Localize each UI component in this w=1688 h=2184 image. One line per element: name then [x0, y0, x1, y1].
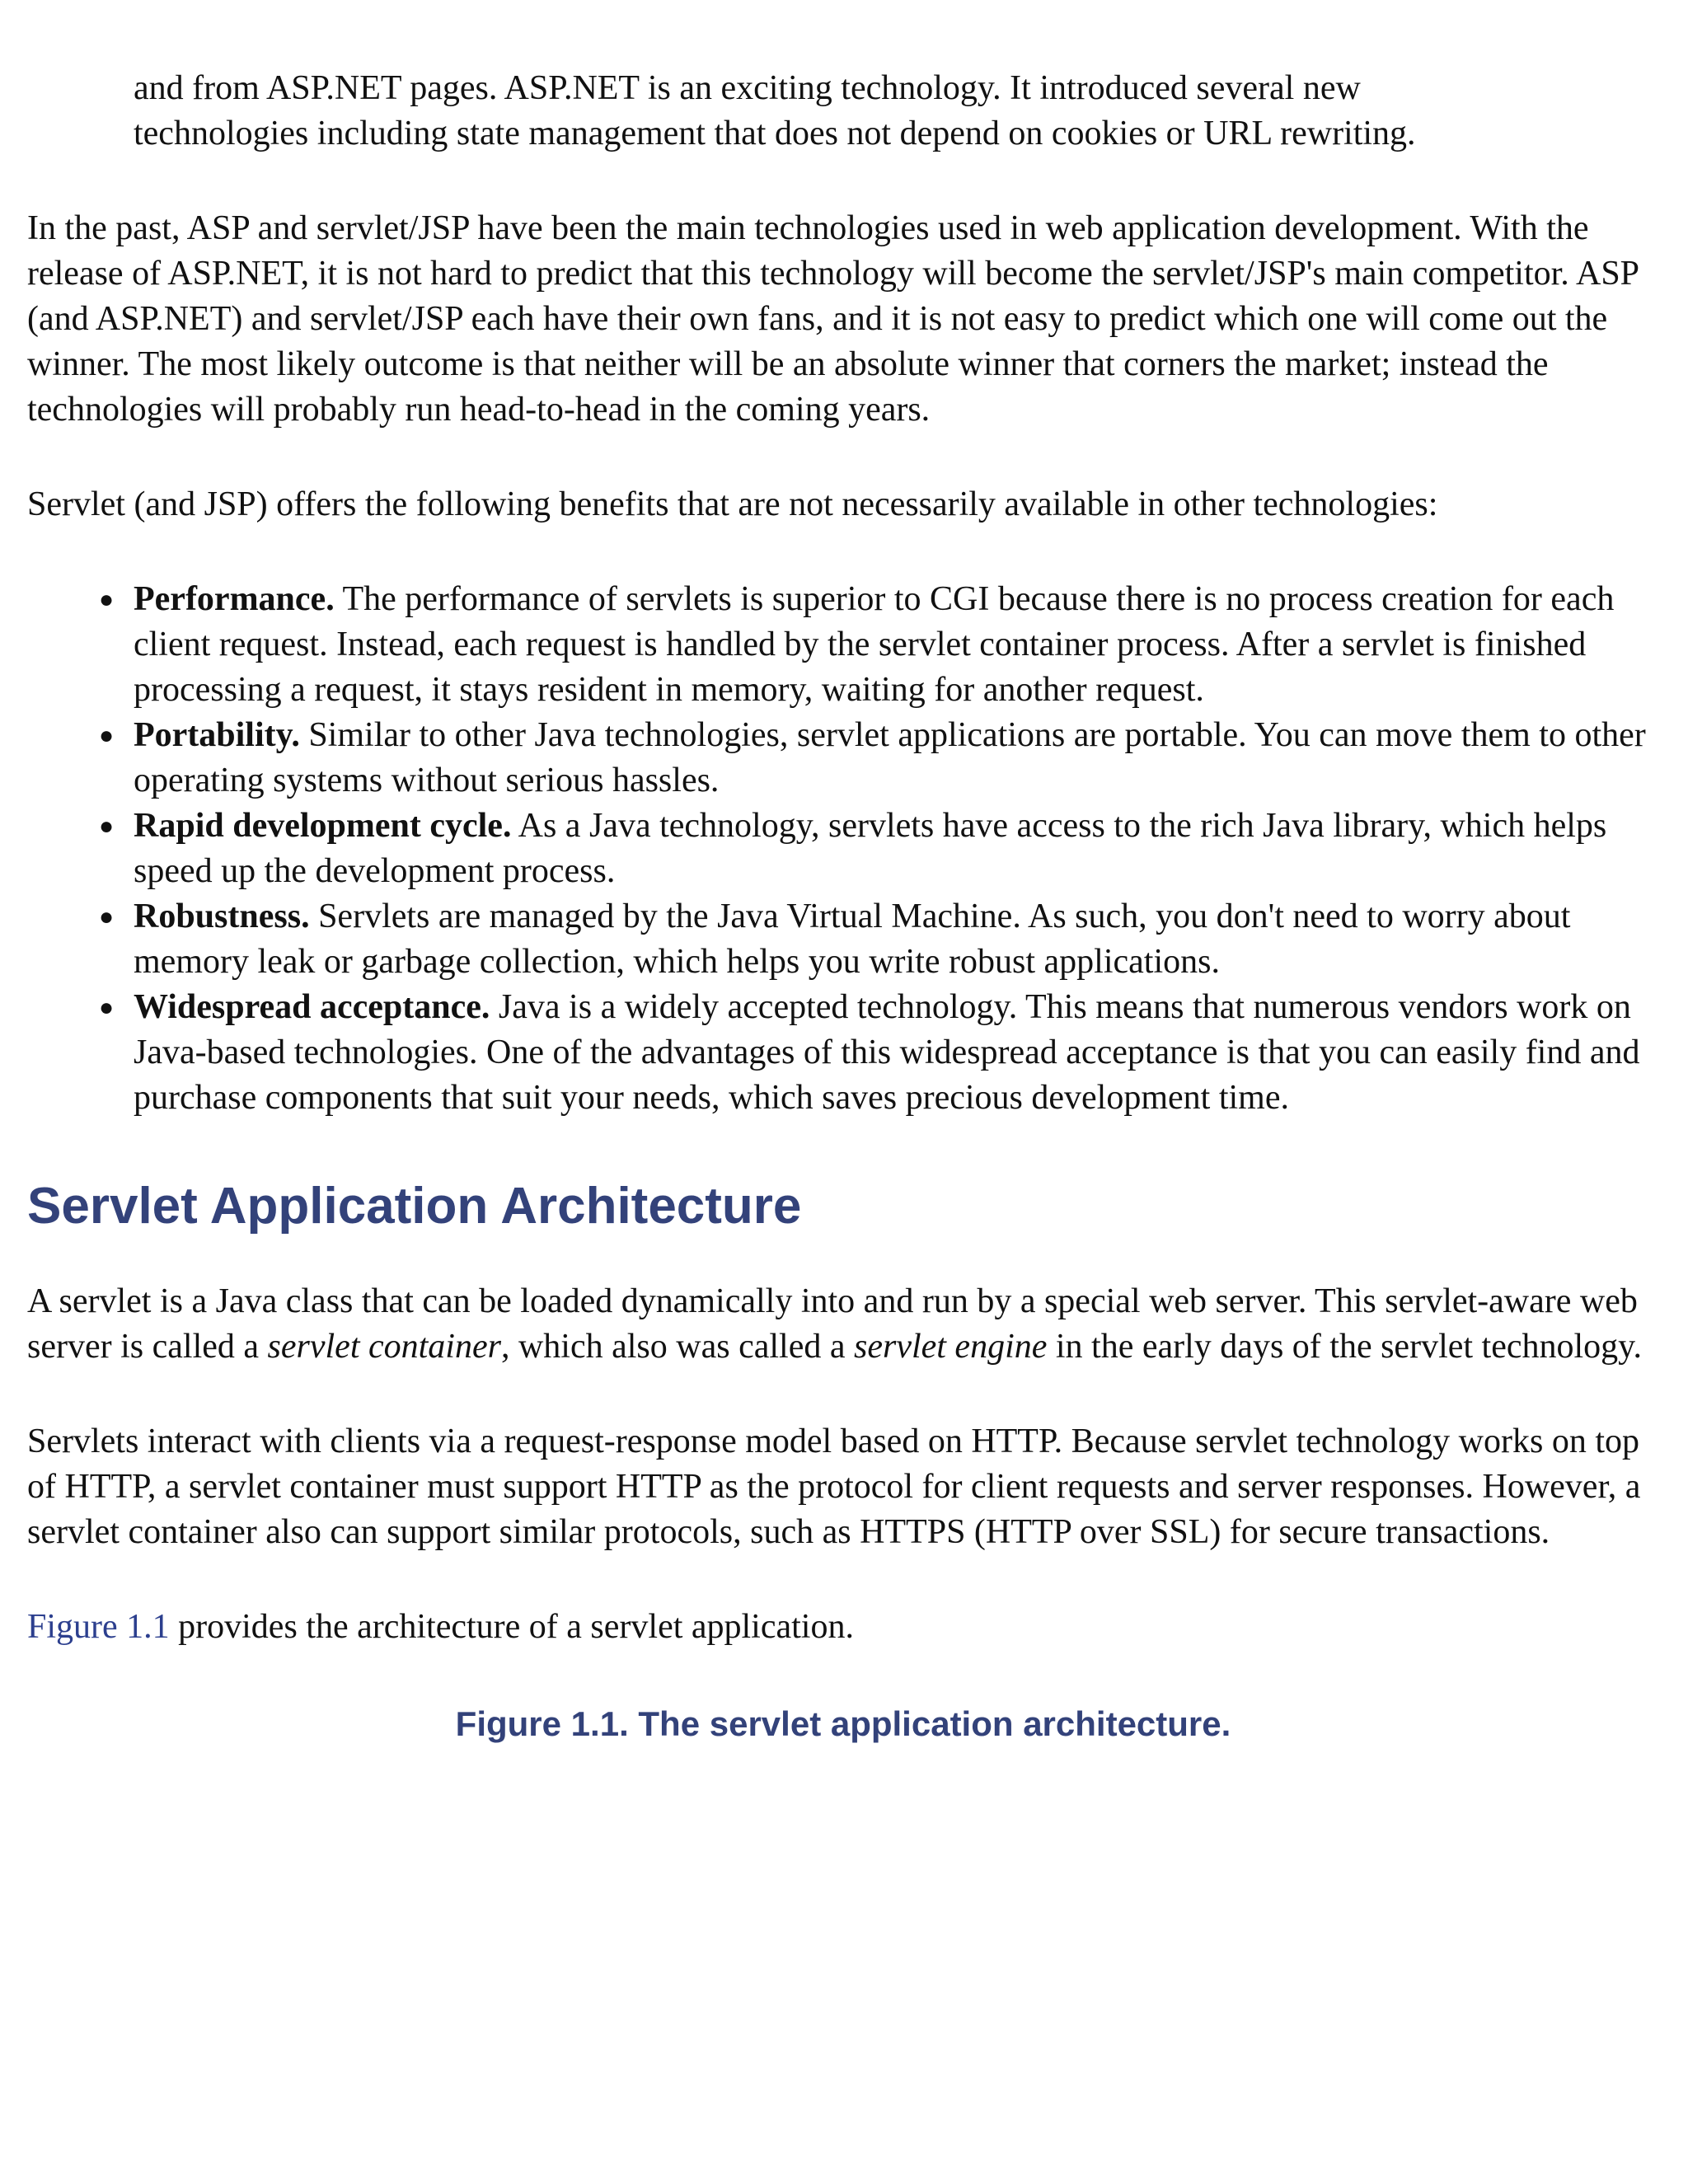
benefit-text: Servlets are managed by the Java Virtual Machine. As such, you don't need to worry about memory leak or garbage collection, which helps you write robust applications.: [134, 898, 1571, 981]
document-page: [27, 66, 1667, 1746]
text-run: provides the architecture of a servlet application.: [169, 1608, 854, 1646]
term-servlet-container: servlet container: [267, 1328, 501, 1366]
architecture-paragraph-2: Servlets interact with clients via a request-response model based on HTTP. Because servlet technology works on top of HTTP, a servlet container must support HTTP as the protocol for client requests and server responses. However, a servlet container also can support similar protocols, such as HTTPS (HTTP over SSL) for secure transactions.: [27, 1422, 1641, 1551]
benefit-term: Portability.: [134, 716, 300, 754]
bullet-icon: ●: [99, 586, 115, 613]
benefit-text: Java is a widely accepted technology. This means that numerous vendors work on Java-based technologies. One of the advantages of this widespread acceptance is that you can easily find and purchase components that suit your needs, which saves precious development time.: [134, 988, 1640, 1117]
benefit-term: Performance.: [134, 580, 335, 618]
benefit-text: Similar to other Java technologies, servlet applications are portable. You can move them to other operating systems without serious hassles.: [134, 716, 1646, 799]
bullet-icon: ●: [99, 903, 115, 930]
text-run: A servlet is a Java class that can be loaded dynamically into and run by a special web server. This servlet-aware web server is called a: [27, 1282, 1638, 1366]
term-servlet-engine: servlet engine: [853, 1328, 1048, 1366]
benefit-text: The performance of servlets is superior to CGI because there is no process creation for each client request. Instead, each request is handled by the servlet container process. After a servlet is finished processing a request, it stays resident in memory, waiting for another request.: [134, 580, 1615, 709]
list-item: [99, 577, 1667, 713]
bullet-icon: ●: [99, 994, 115, 1021]
benefits-intro: Servlet (and JSP) offers the following benefits that are not necessarily available in other technologies:: [27, 485, 1438, 523]
bullet-icon: ●: [99, 813, 115, 840]
bullet-icon: ●: [99, 722, 115, 749]
benefit-term: Robustness.: [134, 898, 310, 935]
list-item: [99, 894, 1667, 985]
text-run: in the early days of the servlet technology.: [1047, 1328, 1642, 1366]
intro-paragraph: In the past, ASP and servlet/JSP have been the main technologies used in web application development. With the release of ASP.NET, it is not hard to predict that this technology will become the servlet/JSP's main competitor. ASP (and ASP.NET) and servlet/JSP each have their own fans, and it is not easy to predict which one will come out the winner. The most likely outcome is that neither will be an absolute winner that corners the market; instead the technologies will probably run head-to-head in the coming years.: [27, 209, 1639, 429]
list-item: [99, 804, 1667, 894]
architecture-paragraph-1: [27, 1279, 1667, 1370]
list-item: [99, 713, 1667, 804]
section-heading: Servlet Application Architecture: [27, 1178, 802, 1235]
figure-link[interactable]: Figure 1.1: [27, 1608, 170, 1646]
benefit-term: Rapid development cycle.: [134, 807, 512, 845]
figure-caption: Figure 1.1. The servlet application architecture.: [455, 1704, 1231, 1743]
continuation-paragraph: [134, 66, 1667, 157]
benefits-list: [27, 577, 1667, 1121]
text-run: , which also was called a: [500, 1328, 854, 1366]
benefit-term: Widespread acceptance.: [134, 988, 490, 1026]
continuation-line-1: and from ASP.NET pages. ASP.NET is an exciting technology. It introduced several new: [134, 69, 1361, 107]
architecture-paragraph-3: [27, 1605, 1667, 1650]
continuation-line-2: technologies including state management that does not depend on cookies or URL rewriting.: [134, 115, 1416, 152]
benefit-text: As a Java technology, servlets have access to the rich Java library, which helps speed up the development process.: [134, 807, 1607, 890]
list-item: [99, 985, 1667, 1121]
